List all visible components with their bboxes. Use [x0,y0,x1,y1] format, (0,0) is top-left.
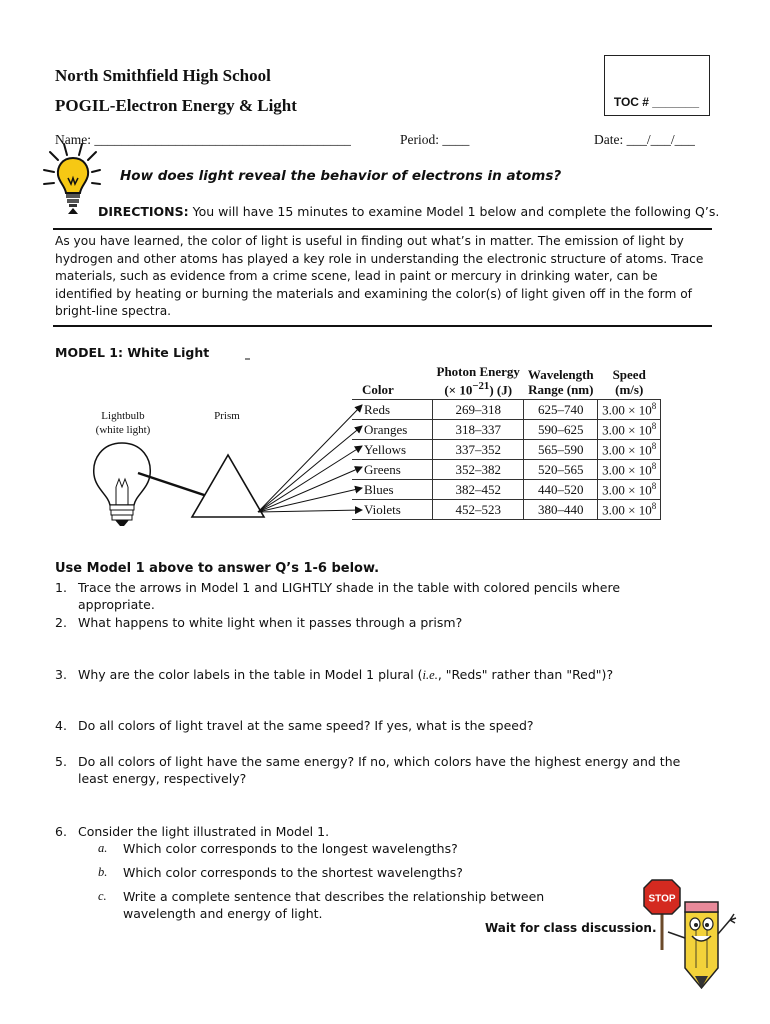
col-energy-unit: ) (J) [489,382,513,398]
directions [98,204,719,219]
subquestion-text: Which color corresponds to the shortest wavelengths? [123,865,463,880]
subquestion-letter: b. [98,865,108,879]
worksheet-title: POGIL-Electron Energy & Light [55,96,297,115]
ray-oranges [258,426,362,512]
photon-energy-cell: 382–452 [433,480,524,500]
directions-text: You will have 15 minutes to examine Model 1 below and complete the following Q’s. [188,204,720,219]
speed-value: 3.00 × 10 [602,422,652,438]
color-cell: Violets [352,500,433,520]
photon-energy-cell: 269–318 [433,400,524,420]
date-field[interactable]: Date: ___/___/___ [594,132,695,147]
model-table-row [352,480,661,500]
period-field[interactable]: Period: ____ [400,132,470,147]
lightbulb-label-line2: (white light) [95,424,151,436]
subquestion-a [98,840,658,857]
lightbulb-idea-icon [38,140,106,216]
col-speed [598,362,661,400]
color-cell: Reds [352,400,433,420]
speed-value: 3.00 × 10 [602,442,652,458]
wavelength-cell: 380–440 [524,500,598,520]
model-table-row [352,400,661,420]
question-4 [55,717,695,734]
lightbulb-label-line1: Lightbulb [101,410,145,422]
model-table-row [352,420,661,440]
guiding-question: How does light reveal the behavior of electrons in atoms? [120,168,562,184]
col-color: Color [362,382,394,398]
model-table [352,362,661,520]
question-text: Trace the arrows in Model 1 and LIGHTLY shade in the table with colored pencils where appropriate. [78,580,621,612]
speed-value: 3.00 × 10 [602,502,652,518]
directions-label: DIRECTIONS: [98,204,189,219]
question-number: 5. [55,754,67,769]
question-text-after: , "Reds" rather than "Red")? [437,667,614,682]
question-text: Do all colors of light have the same energy? If no, which colors have the highest energy and the least energy, respectively? [78,754,681,786]
speed-exponent: 8 [651,501,657,512]
col-speed-line2: (m/s) [615,382,644,398]
question-text: Do all colors of light travel at the same speed? If yes, what is the speed? [78,718,534,733]
col-energy-line2: (× 10 [444,382,473,398]
name-field[interactable]: Name: ______________________________________ [55,132,351,147]
question-6 [55,823,695,840]
question-2 [55,614,695,631]
photon-energy-cell: 452–523 [433,500,524,520]
speed-value: 3.00 × 10 [602,402,652,418]
col-energy-exp: −21 [472,380,490,392]
questions-heading: Use Model 1 above to answer Q’s 1-6 below. [55,561,380,576]
speed-exponent: 8 [651,461,657,472]
model-title: MODEL 1: White Light [55,345,210,360]
model-diagram [80,355,370,535]
speed-cell [598,460,661,480]
ray-yellows [258,446,362,512]
question-ie: i.e. [422,668,438,682]
prism-label: Prism [214,410,240,422]
question-number: 4. [55,718,67,733]
wait-note: Wait for class discussion. [485,921,657,935]
question-1 [55,579,695,613]
speed-value: 3.00 × 10 [602,462,652,478]
speed-cell [598,440,661,460]
speed-exponent: 8 [651,401,657,412]
photon-energy-cell: 318–337 [433,420,524,440]
question-text: Consider the light illustrated in Model 1. [78,824,330,839]
ray-violets [258,510,362,512]
stop-sign-text: STOP [648,893,676,905]
ray-greens [258,467,362,512]
ray-reds [258,405,362,512]
model-table-row [352,460,661,480]
ray-blues [258,488,362,512]
divider-top [53,228,712,230]
subquestion-c [98,888,618,922]
col-wavelength-line1: Wavelength [527,367,594,383]
wavelength-cell: 625–740 [524,400,598,420]
subquestion-letter: a. [98,841,108,855]
stop-pencil-mascot-icon [640,876,740,991]
divider-bottom [53,325,712,327]
wavelength-cell: 565–590 [524,440,598,460]
model-table-row [352,500,661,520]
speed-cell [598,400,661,420]
toc-label: TOC # _______ [613,95,699,109]
question-number: 3. [55,667,67,682]
col-wavelength-line2: Range (nm) [528,382,594,398]
question-number: 1. [55,580,67,595]
photon-energy-cell: 352–382 [433,460,524,480]
school-name: North Smithfield High School [55,66,271,85]
wavelength-cell: 440–520 [524,480,598,500]
photon-energy-cell: 337–352 [433,440,524,460]
speed-cell [598,480,661,500]
color-cell: Oranges [352,420,433,440]
lightbulb-icon [94,443,151,526]
col-speed-line1: Speed [612,367,646,383]
prism-icon [192,455,264,517]
speed-cell [598,500,661,520]
subquestion-letter: c. [98,889,107,903]
subquestion-text: Write a complete sentence that describes the relationship between wavelength and energy of light. [123,889,545,921]
question-text: What happens to white light when it passes through a prism? [78,615,463,630]
speed-exponent: 8 [651,441,657,452]
wavelength-cell: 590–625 [524,420,598,440]
color-cell: Greens [352,460,433,480]
question-3 [55,666,695,684]
color-cell: Blues [352,480,433,500]
col-energy-line1: Photon Energy [436,364,520,379]
question-5 [55,753,695,787]
color-cell: Yellows [352,440,433,460]
question-number: 6. [55,824,67,839]
col-wavelength [524,362,598,400]
wavelength-cell: 520–565 [524,460,598,480]
question-text-before: Why are the color labels in the table in Model 1 plural ( [78,667,423,682]
toc-box [604,55,710,116]
question-text [78,666,695,684]
model-table-header [352,362,661,400]
speed-exponent: 8 [651,481,657,492]
intro-paragraph: As you have learned, the color of light is useful in finding out what’s in matter. The emission of light by hydrogen and other atoms has played a key role in understanding the electronic structure of atoms. Trace materials, such as evidence from a crime scene, lead in paint or mercury in drinking water, can be identified by heating or burning the materials and examining the color(s) of light given off in the form of bright-line spectra. [55,234,704,318]
subquestion-text: Which color corresponds to the longest wavelengths? [123,841,458,856]
speed-value: 3.00 × 10 [602,482,652,498]
col-photon-energy [433,362,524,400]
speed-cell [598,420,661,440]
subquestion-b [98,864,658,881]
speed-exponent: 8 [651,421,657,432]
model-table-row [352,440,661,460]
question-number: 2. [55,615,67,630]
